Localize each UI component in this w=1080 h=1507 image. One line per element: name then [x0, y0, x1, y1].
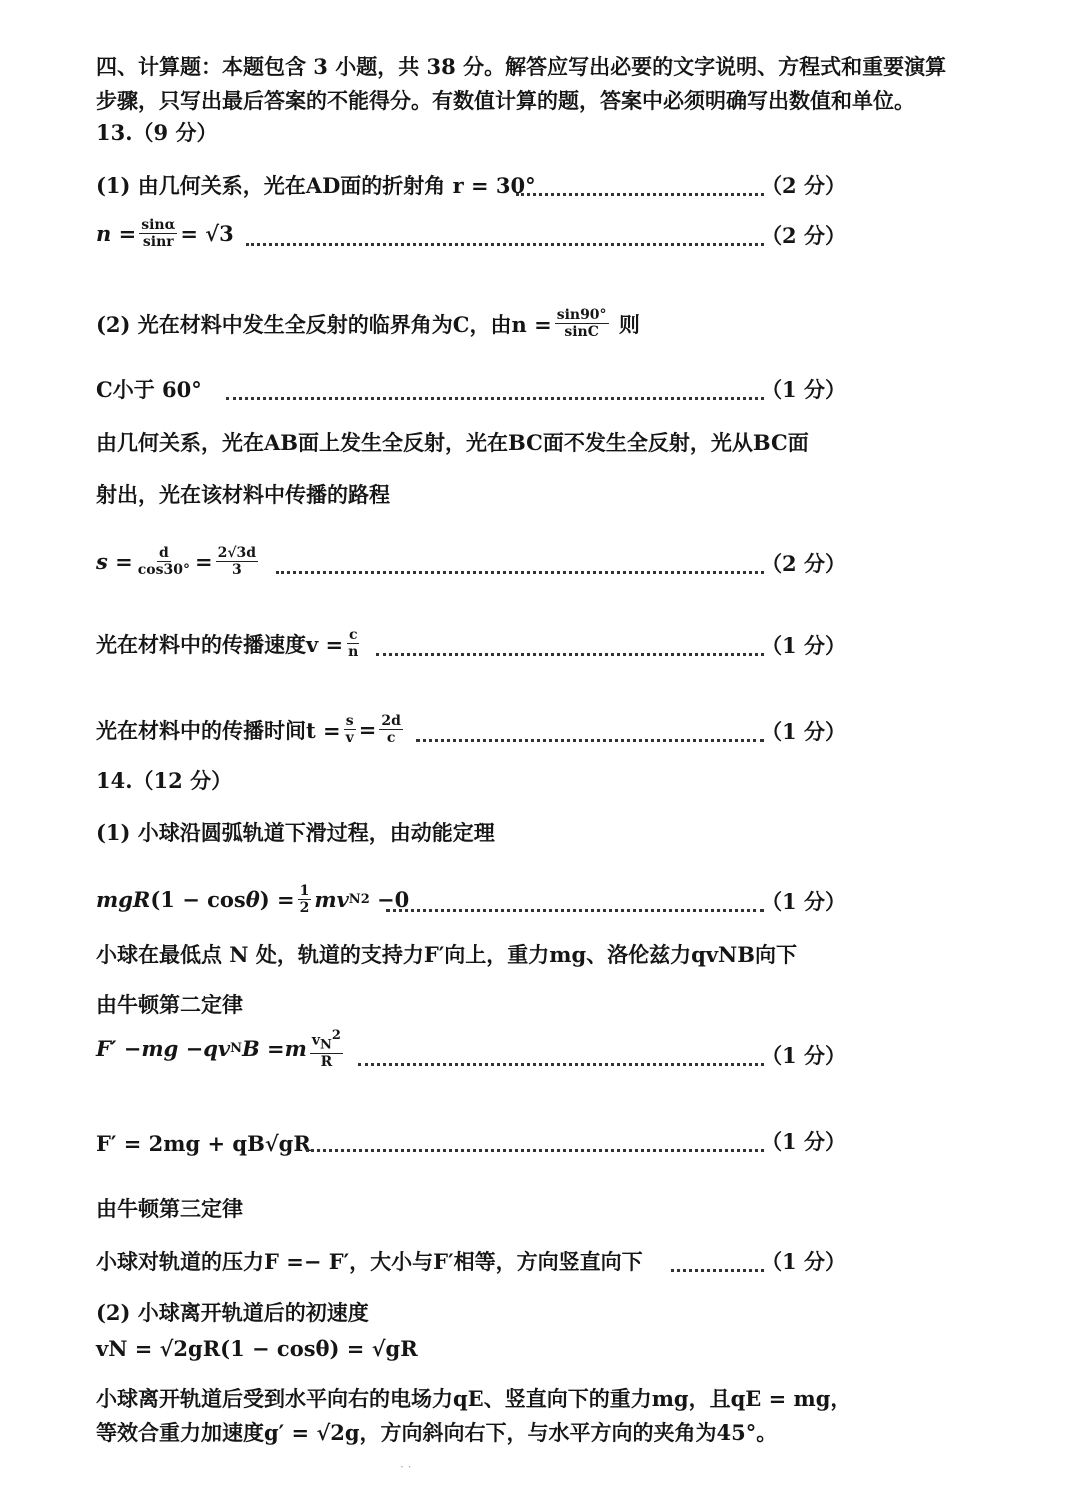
q14-pressure-text: 小球对轨道的压力F =− F′，大小与F′相等，方向竖直向下	[96, 1249, 643, 1274]
q14-newton2-text: 由牛顿第二定律	[96, 992, 243, 1017]
q13-step-c-less-than-60	[96, 370, 846, 410]
section-header-line-1: 四、计算题：本题包含 3 小题，共 38 分。解答应写出必要的文字说明、方程式和重要演算	[96, 54, 947, 79]
dot-leader	[306, 1149, 764, 1152]
points-label: （2 分）	[761, 551, 846, 576]
q13-step-refractive-index	[96, 216, 846, 256]
dot-leader	[226, 397, 764, 400]
points-label: （1 分）	[761, 1129, 846, 1154]
formula-speed: 光在材料中的传播速度v = $\frac{c}{n}$	[96, 627, 359, 660]
q13-step-text: (1) 由几何关系，光在AD面的折射角 r = 30°	[96, 173, 536, 198]
q13-title: 13.（9 分）	[96, 120, 218, 145]
scan-speck: · ·	[400, 1460, 412, 1474]
points-label: （1 分）	[761, 1043, 846, 1068]
q13-critical-angle-tail: 则	[618, 311, 640, 337]
q13-total-reflection-text: 由几何关系，光在AB面上发生全反射，光在BC面不发生全反射，光从BC面	[96, 430, 809, 455]
q13-time-label: 光在材料中的传播时间t =	[96, 717, 341, 743]
q13-speed-label: 光在材料中的传播速度v =	[96, 631, 344, 657]
q13-step-critical-angle	[96, 306, 716, 346]
q13-step-speed	[96, 626, 846, 666]
formula-path-length: s = $\frac{d}{\cos 30^\circ}$ = $\frac{2√3d}{3}$	[96, 545, 257, 578]
dot-leader	[246, 243, 764, 246]
q14-part1-text: (1) 小球沿圆弧轨道下滑过程，由动能定理	[96, 820, 495, 845]
points-label: （2 分）	[761, 173, 846, 198]
q14-equivalent-gravity-text: 等效合重力加速度g′ = √2g，方向斜向右下，与水平方向的夹角为45°。	[96, 1420, 778, 1445]
section-header-line-2: 步骤，只写出最后答案的不能得分。有数值计算的题，答案中必须明确写出数值和单位。	[96, 88, 915, 113]
formula-n-equals-root3: n = $\frac{\sin\alpha}{\sin r}$ = √3	[96, 217, 234, 250]
dot-leader	[358, 1063, 764, 1066]
q14-title: 14.（12 分）	[96, 768, 233, 793]
dot-leader	[386, 909, 764, 912]
points-label: （1 分）	[761, 1249, 846, 1274]
formula-support-force: F′ = 2mg + qB√gR	[96, 1131, 311, 1156]
q14-newton3-text: 由牛顿第三定律	[96, 1196, 243, 1221]
formula-energy-theorem: mgR (1 − cos θ ) = $\frac{1}{2}$ mv N 2 −0	[96, 883, 410, 916]
dot-leader	[416, 739, 764, 742]
dot-leader	[276, 571, 764, 574]
dot-leader	[671, 1269, 764, 1272]
points-label: （1 分）	[761, 377, 846, 402]
q14-step-energy-theorem	[96, 882, 846, 922]
q14-step-pressure-force	[96, 1242, 846, 1282]
q14-step-newton2-equation	[96, 1027, 846, 1076]
q13-step-time	[96, 712, 846, 752]
q14-step-support-force	[96, 1122, 846, 1162]
formula-newton2: F′ − mg − qv N B = m $\frac{v_N^2}{R}$	[96, 1027, 341, 1070]
points-label: （1 分）	[761, 889, 846, 914]
q13-step-text: C小于 60°	[96, 377, 202, 402]
q14-electric-force-text: 小球离开轨道后受到水平向右的电场力qE、竖直向下的重力mg，且qE = mg，	[96, 1386, 852, 1411]
q14-part2-text: (2) 小球离开轨道后的初速度	[96, 1300, 369, 1325]
dot-leader	[516, 193, 764, 196]
points-label: （2 分）	[761, 223, 846, 248]
q14-initial-velocity-formula: vN = √2gR(1 − cosθ) = √gR	[96, 1336, 418, 1361]
points-label: （1 分）	[761, 719, 846, 744]
points-label: （1 分）	[761, 633, 846, 658]
q13-step-path-length	[96, 544, 846, 584]
q13-path-text: 射出，光在该材料中传播的路程	[96, 482, 390, 507]
q14-forces-text: 小球在最低点 N 处，轨道的支持力F′向上，重力mg、洛伦兹力qvNB向下	[96, 942, 797, 967]
dot-leader	[376, 653, 764, 656]
q13-step-refraction-angle	[96, 166, 846, 206]
formula-time: 光在材料中的传播时间t = $\frac{s}{v}$ = $\frac{2d}{c}$	[96, 713, 401, 746]
q13-critical-angle-text: (2) 光在材料中发生全反射的临界角为C，由n = $\frac{\sin 90^\circ}{\sin C}$ 则	[96, 307, 640, 340]
q13-critical-angle-label: (2) 光在材料中发生全反射的临界角为C，由n =	[96, 311, 552, 337]
